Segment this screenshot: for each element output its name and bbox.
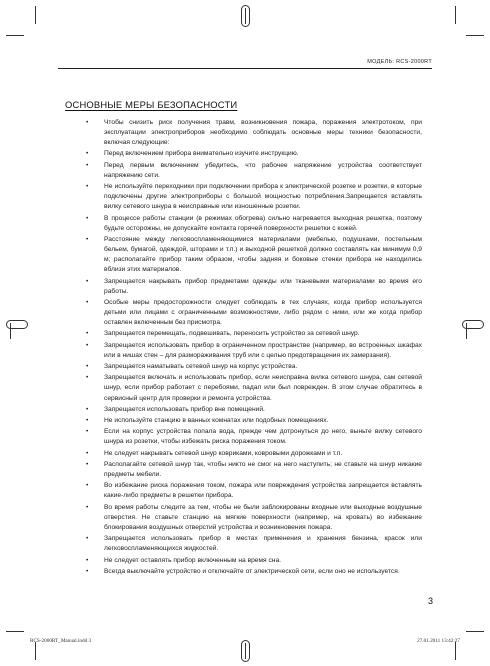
crop-mark-bottom-right [455, 642, 456, 660]
bullet-icon: • [86, 535, 89, 543]
safety-item-text: Особые меры предосторожности следует соблюдать в тех случаях, когда прибор используется детьми или лицами с ограниченными возможностями, либо рядом с ними, или же когда прибор оставлен включенным без присмотра. [104, 298, 422, 327]
crop-mark-left-top [6, 35, 24, 36]
safety-item-text: Запрещается использовать прибор в ограниченном пространстве (например, во встроенных шкафах или в нишах стен – для размораживания труб или с целью предотвращения их замерзания). [104, 341, 422, 359]
safety-item [86, 277, 422, 297]
safety-item-text: Не следует оставлять прибор включенным на время сна. [104, 556, 281, 564]
bullet-icon: • [86, 417, 89, 425]
bullet-icon: • [86, 183, 89, 191]
model-label: МОДЕЛЬ: RCS-2000RT [367, 59, 432, 65]
safety-item-text: Запрещается накрывать прибор предметами одежды или тканевыми материалами во время его работы. [104, 277, 422, 295]
bullet-icon: • [86, 235, 89, 243]
bullet-icon: • [86, 161, 89, 169]
safety-item [86, 449, 422, 459]
safety-item [86, 298, 422, 328]
bullet-icon: • [86, 341, 89, 349]
safety-item-text: Запрещается наматывать сетевой шнур на корпус устройства. [104, 363, 298, 371]
safety-item-text: Не следует накрывать сетевой шнур ковриками, ковровыми дорожками и т.п. [104, 449, 343, 457]
crop-mark-top-left [35, 6, 36, 24]
safety-item-text: Всегда выключайте устройство и отключайте от электрической сети, если оно не используется. [104, 567, 400, 575]
safety-item [86, 416, 422, 426]
safety-item-text: Не используйте станцию в ванных комнатах или подобных помещениях. [104, 417, 329, 425]
safety-item [86, 149, 422, 159]
safety-item-text: Расстояние между легковоспламеняющимися материалами (мебелью, подушками, постельным бельем, бумагой, одеждой, шторами и т.п.) и выходной решеткой должно составлять как минимум 0,9 м; располагайте прибор таким образом, чтобы задняя и боковые стенки прибора не находились вблизи этих материалов. [104, 235, 422, 274]
safety-item [86, 427, 422, 447]
bullet-icon: • [86, 277, 89, 285]
bullet-icon: • [86, 298, 89, 306]
bullet-icon: • [86, 461, 89, 468]
bullet-icon: • [86, 503, 89, 511]
crop-mark-top-right [455, 6, 456, 24]
bullet-icon: • [86, 556, 89, 564]
bullet-icon: • [86, 214, 89, 222]
bullet-icon: • [86, 119, 89, 126]
safety-item-text: Во время работы следите за тем, чтобы не были заблокированы входные или выходные воздушные отверстия. Не ставьте станцию на мягкие поверхности (например, на кровать) во избежание блокирования воздушных отверстий устройства и возникновения пожара. [104, 503, 422, 531]
safety-item-text: Запрещается использовать прибор в местах применения и хранения бензина, красок или легковоспламеняющихся жидкостей. [104, 535, 422, 553]
crop-mark-bottom-left [35, 642, 36, 660]
safety-item [86, 329, 422, 339]
crop-mark-right-bottom [466, 631, 484, 632]
safety-item [86, 362, 422, 372]
safety-item [86, 534, 422, 554]
safety-item-text: Во избежание риска поражения током, пожара или повреждения устройства запрещается вставлять какие-либо предметы в решетки прибора. [104, 482, 422, 500]
safety-list [86, 118, 422, 578]
bullet-icon: • [86, 428, 89, 436]
bullet-icon: • [86, 330, 89, 338]
bullet-icon: • [86, 363, 89, 371]
safety-item-text: Запрещается включать и использовать прибор, если неисправна вилка сетевого шнура, сам сетевой шнур, если прибор работает с перебоями, падал или был поврежден. В этом случае обратитесь в сервисный центр для проверки и ремонта устройства. [104, 374, 422, 402]
safety-item-text: Чтобы снизить риск получения травм, возникновения пожара, поражения электротоком, при эксплуатации электроприборов необходимо соблюдать основные меры техники безопасности, включая следующие: [104, 119, 422, 147]
safety-item [86, 118, 422, 148]
bullet-icon: • [86, 482, 89, 490]
page-number: 3 [427, 596, 433, 606]
safety-item [86, 503, 422, 533]
safety-item [86, 481, 422, 501]
safety-item [86, 161, 422, 181]
registration-mark-bottom [241, 640, 250, 662]
bullet-icon: • [86, 150, 89, 158]
bullet-icon: • [86, 374, 89, 382]
safety-item-text: Располагайте сетевой шнур так, чтобы никто не смог на него наступить; не ставьте на шнур никакие предметы мебели. [104, 461, 422, 479]
bullet-icon: • [86, 449, 89, 457]
safety-item [86, 405, 422, 415]
section-title: ОСНОВНЫЕ МЕРЫ БЕЗОПАСНОСТИ [65, 99, 238, 110]
header-rule [58, 68, 432, 69]
safety-item-text: Перед включением прибора внимательно изучите инструкцию. [104, 150, 299, 158]
bullet-icon: • [86, 567, 89, 575]
registration-mark-top [241, 5, 250, 27]
safety-item [86, 235, 422, 275]
registration-mark-right [462, 320, 484, 329]
safety-item [86, 182, 422, 212]
safety-item-text: В процессе работы станции (в режимах обогрева) сильно нагревается выходная решетка, поэтому будьте осторожны, не допускайте контакта горячей поверхности решетки с кожей. [104, 214, 422, 232]
bullet-icon: • [86, 405, 89, 413]
safety-item [86, 567, 422, 577]
safety-item-text: Перед первым включением убедитесь, что рабочее напряжение устройства соответствует напряжению сети. [104, 161, 422, 179]
safety-item-text: Запрещается перемещать, подвешивать, переносить устройство за сетевой шнур. [104, 330, 360, 338]
crop-mark-left-bottom [6, 631, 24, 632]
footer-file: RCS-2000RT_Manual.indd 3 [30, 638, 92, 644]
safety-item [86, 341, 422, 361]
safety-item-text: Не используйте переходники при подключении прибора к электрической розетке и розетки, в которые подключены другие электроприборы с большой мощностью потребления.Запрещается вставлять вилку сетевого шнура в неисправные или изношенные розетки. [104, 183, 422, 211]
safety-item [86, 556, 422, 566]
registration-mark-left [6, 320, 28, 329]
footer-timestamp: 27.01.2011 13:42:27 [417, 638, 460, 644]
safety-item-text: Если на корпус устройства попала вода, прежде чем дотронуться до него, выньте вилку сетевого шнура из розетки, чтобы избежать риска поражения током. [104, 428, 422, 446]
safety-item [86, 460, 422, 480]
crop-mark-right-top [466, 35, 484, 36]
safety-item [86, 214, 422, 234]
safety-item-text: Запрещается использовать прибор вне помещений. [104, 405, 265, 413]
safety-item [86, 373, 422, 403]
